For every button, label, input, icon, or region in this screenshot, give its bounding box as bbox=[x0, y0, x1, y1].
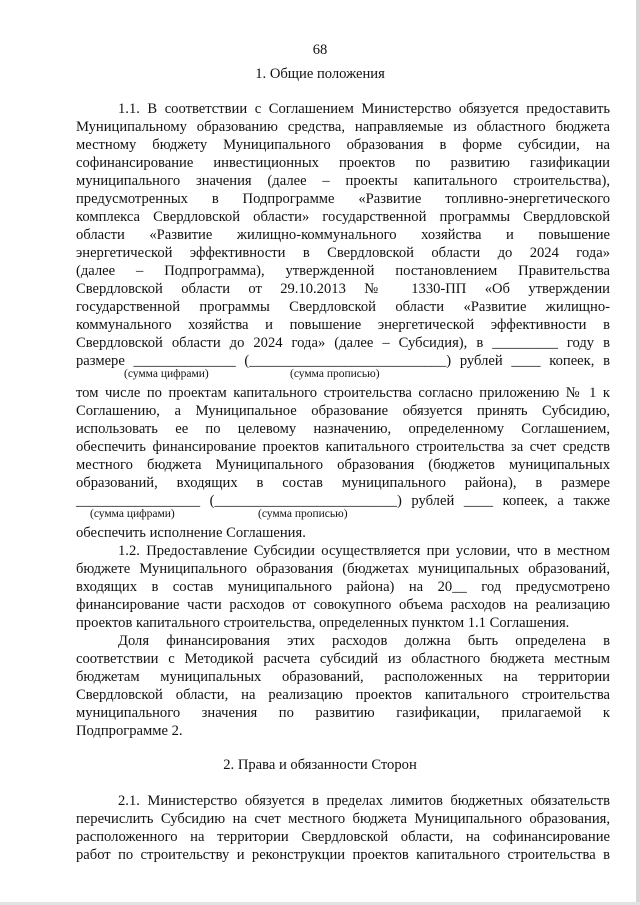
text-line: области «Развитие жилищно-коммунального хозяйства и повышение bbox=[76, 227, 610, 243]
section-2-title: 2. Права и обязанности Сторон bbox=[223, 757, 417, 773]
text-line: местному бюджету Муниципального образования в форме субсидии, на bbox=[76, 137, 610, 153]
text-line: коммунального хозяйства и повышение энергетической эффективности в bbox=[76, 317, 610, 333]
caption-sum-digits: (сумма цифрами) bbox=[90, 508, 175, 520]
text-line: предусмотренных в Подпрограмме «Развитие топливно-энергетического bbox=[76, 191, 610, 207]
scan-edge-shadow bbox=[636, 0, 640, 905]
text-line: размере ______________ (___________________________) рублей ____ копеек, в bbox=[76, 353, 610, 369]
text-line: Муниципальному образованию средства, направляемые из областного бюджета bbox=[76, 119, 610, 135]
text-line: 1.2. Предоставление Субсидии осуществляется при условии, что в местном bbox=[118, 543, 610, 559]
text-line: обеспечить исполнение Соглашения. bbox=[76, 525, 306, 541]
text-line: образований, входящих в состав муниципального района), в размере bbox=[76, 475, 610, 491]
text-line: _________________ (_________________________) рублей ____ копеек, а также bbox=[76, 493, 610, 509]
text-line: бюджете Муниципального образования (бюджетах муниципальных образований, bbox=[76, 561, 610, 577]
text-line: работ по строительству и реконструкции проектов капитального строительства в bbox=[76, 847, 610, 863]
text-line: муниципального значения по развитию газификации, прилагаемой к bbox=[76, 705, 610, 721]
text-line: финансирование части расходов от совокупного объема расходов на реализацию bbox=[76, 597, 610, 613]
caption-sum-digits: (сумма цифрами) bbox=[124, 368, 209, 380]
text-line: местного бюджета Муниципального образования (бюджетов муниципальных bbox=[76, 457, 610, 473]
text-line: 1.1. В соответствии с Соглашением Министерство обязуется предоставить bbox=[118, 101, 610, 117]
text-line: том числе по проектам капитального строительства согласно приложению № 1 к bbox=[76, 385, 610, 401]
text-line: Подпрограмме 2. bbox=[76, 723, 183, 739]
text-line: 2.1. Министерство обязуется в пределах лимитов бюджетных обязательств bbox=[118, 793, 610, 809]
text-line: муниципального значения (далее – проекты капитального строительства), bbox=[76, 173, 610, 189]
text-line: Соглашению, а Муниципальное образование обязуется принять Субсидию, bbox=[76, 403, 610, 419]
text-line: (далее – Подпрограмма), утвержденной постановлением Правительства bbox=[76, 263, 610, 279]
caption-sum-words: (сумма прописью) bbox=[290, 368, 380, 380]
text-line: энергетической эффективности в Свердловской области до 2024 года» bbox=[76, 245, 610, 261]
text-line: использовать ее по целевому назначению, определенному Соглашением, bbox=[76, 421, 610, 437]
section-1-title: 1. Общие положения bbox=[255, 66, 385, 82]
text-line: Свердловской области до 2024 года» (далее – Субсидия), в _________ году в bbox=[76, 335, 610, 351]
text-line: обеспечить финансирование проектов капитального строительства за счет средств bbox=[76, 439, 610, 455]
text-line: входящих в состав муниципального района) на 20__ год предусмотрено bbox=[76, 579, 610, 595]
text-line: расположенного на территории Свердловской области, на софинансирование bbox=[76, 829, 610, 845]
text-line: Доля финансирования этих расходов должна быть определена в bbox=[118, 633, 610, 649]
text-line: проектов капитального строительства, определенных пунктом 1.1 Соглашения. bbox=[76, 615, 570, 631]
text-line: Свердловской области от 29.10.2013 № 1330-ПП «Об утверждении bbox=[76, 281, 610, 297]
text-line: соответствии с Методикой расчета субсидий из областного бюджета местным bbox=[76, 651, 610, 667]
text-line: бюджетам муниципальных образований, расположенных на территории bbox=[76, 669, 610, 685]
page-number: 68 bbox=[312, 42, 328, 58]
text-line: Свердловской области, на реализацию проектов капитального строительства bbox=[76, 687, 610, 703]
text-line: перечислить Субсидию на счет местного бюджета Муниципального образования, bbox=[76, 811, 610, 827]
text-line: государственной программы Свердловской области «Развитие жилищно- bbox=[76, 299, 610, 315]
text-line: софинансирование инвестиционных проектов по развитию газификации bbox=[76, 155, 610, 171]
text-line: комплекса Свердловской области» государственной программы Свердловской bbox=[76, 209, 610, 225]
caption-sum-words: (сумма прописью) bbox=[258, 508, 348, 520]
